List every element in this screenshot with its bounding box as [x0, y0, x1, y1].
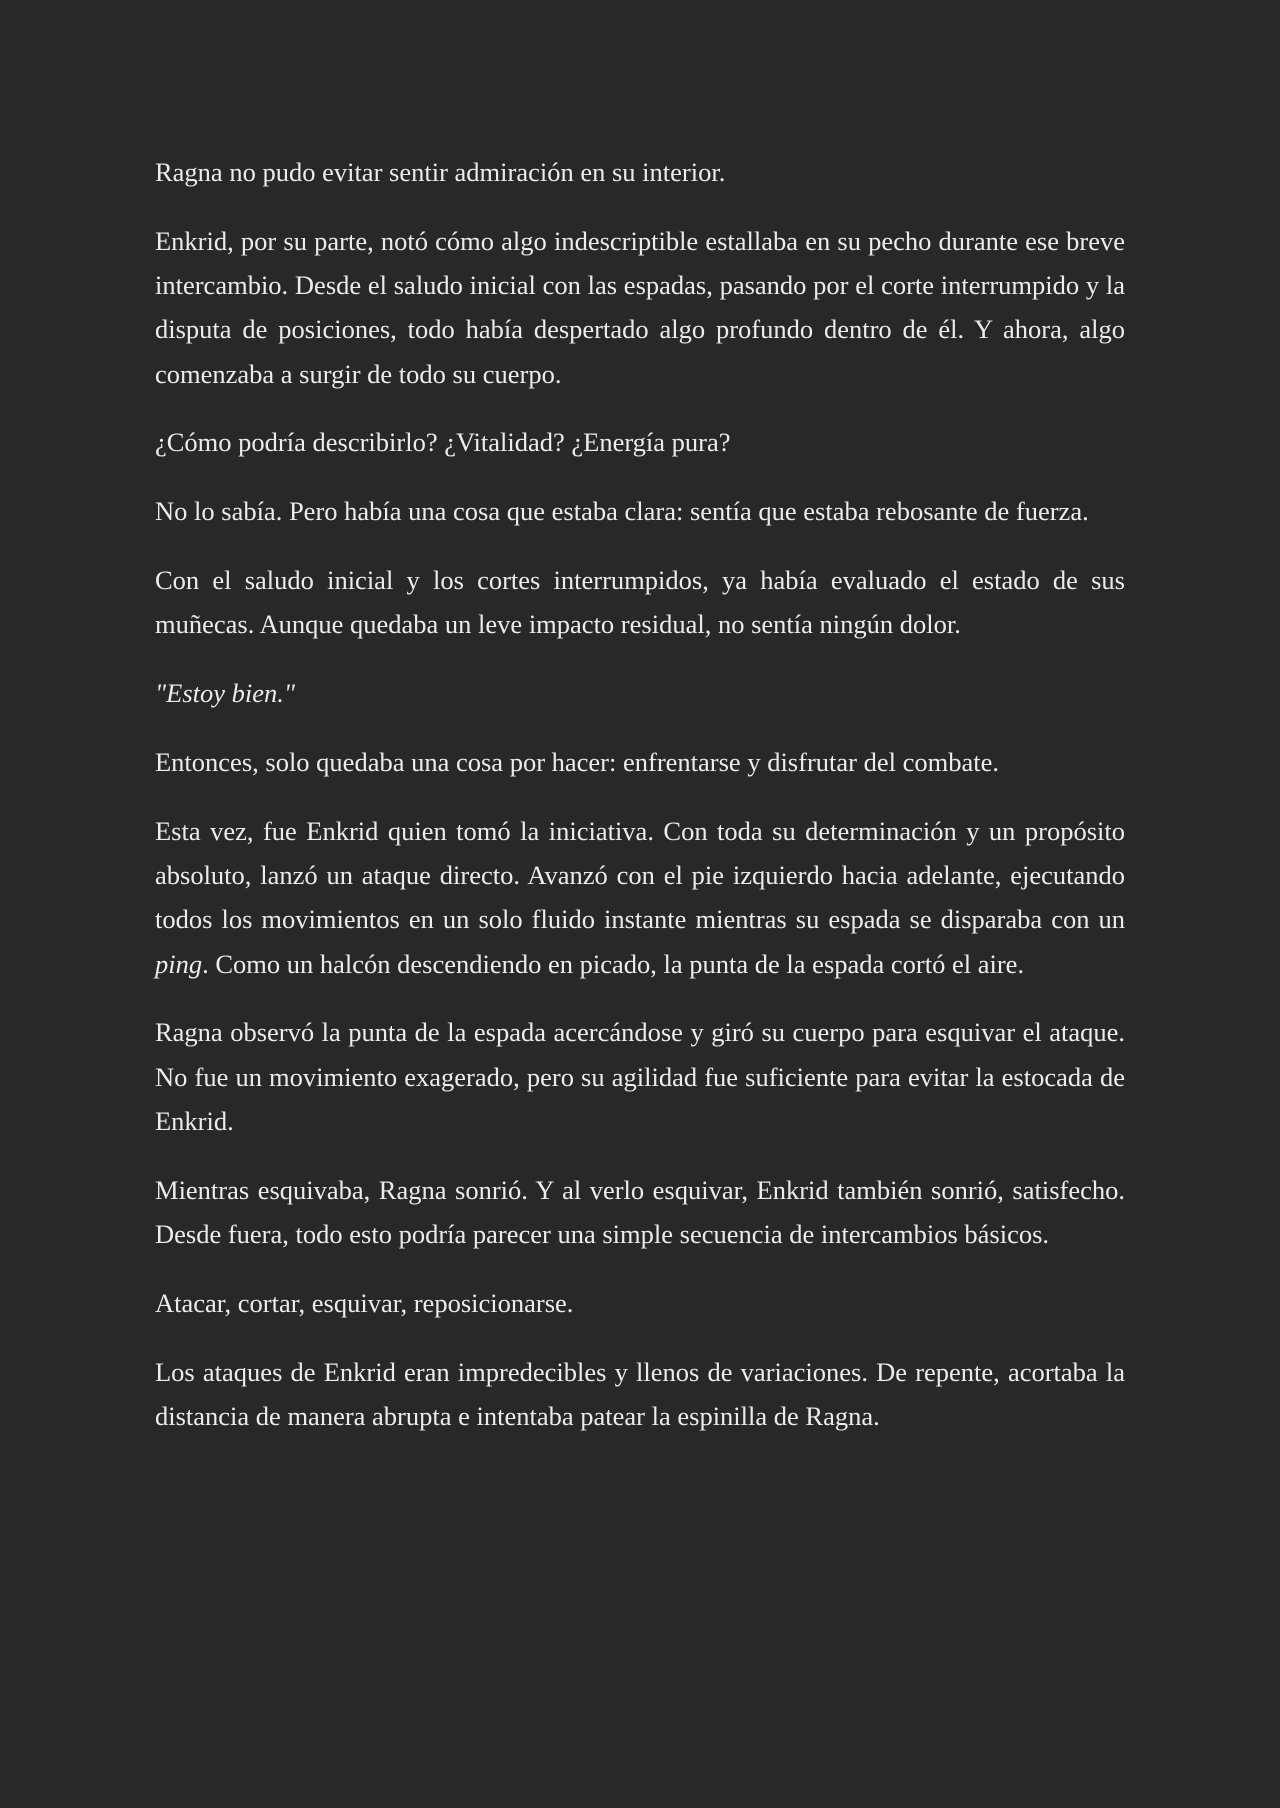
- text-run: Mientras esquivaba, Ragna sonrió. Y al verlo esquivar, Enkrid también sonrió, satisfecho. Desde fuera, todo esto podría parecer una simple secuencia de intercambios básicos.: [155, 1174, 1125, 1250]
- text-run: Ragna observó la punta de la espada acercándose y giró su cuerpo para esquivar el ataque. No fue un movimiento exagerado, pero su agilidad fue suficiente para evitar la estocada de Enkrid.: [155, 1017, 1125, 1137]
- text-run: Atacar, cortar, esquivar, reposicionarse.: [155, 1287, 574, 1318]
- italic-text-run: "Estoy bien.": [155, 678, 296, 709]
- paragraph: [155, 671, 1125, 715]
- text-run: Los ataques de Enkrid eran impredecibles y llenos de variaciones. De repente, acortaba la distancia de manera abrupta e intentaba patear la espinilla de Ragna.: [155, 1356, 1125, 1432]
- text-run: Ragna no pudo evitar sentir admiración en su interior.: [155, 157, 726, 187]
- paragraph: [155, 1168, 1125, 1257]
- paragraph: [155, 809, 1125, 986]
- text-run: Esta vez, fue Enkrid quien tomó la iniciativa. Con toda su determinación y un propósito absoluto, lanzó un ataque directo. Avanzó con el pie izquierdo hacia adelante, ejecutando todos los movimientos en un solo fluido instante mientras su espada se disparaba con un: [155, 815, 1125, 935]
- paragraph: [155, 558, 1125, 647]
- paragraph: [155, 740, 1125, 784]
- paragraph: [155, 1010, 1125, 1143]
- paragraph: [155, 1281, 1125, 1325]
- paragraph: [155, 150, 1125, 194]
- text-run: Con el saludo inicial y los cortes interrumpidos, ya había evaluado el estado de sus muñecas. Aunque quedaba un leve impacto residual, no sentía ningún dolor.: [155, 565, 1125, 640]
- paragraph: [155, 1350, 1125, 1439]
- paragraph: [155, 420, 1125, 464]
- text-run: ¿Cómo podría describirlo? ¿Vitalidad? ¿Energía pura?: [155, 427, 731, 458]
- document-body: [155, 150, 1125, 1463]
- paragraph: [155, 219, 1125, 396]
- paragraph: [155, 489, 1125, 533]
- italic-text-run: ping: [155, 948, 203, 979]
- text-run: Entonces, solo quedaba una cosa por hacer: enfrentarse y disfrutar del combate.: [155, 746, 999, 777]
- text-run: . Como un halcón descendiendo en picado, la punta de la espada cortó el aire.: [202, 948, 1025, 979]
- text-run: No lo sabía. Pero había una cosa que estaba clara: sentía que estaba rebosante de fuerza.: [155, 496, 1089, 527]
- text-run: Enkrid, por su parte, notó cómo algo indescriptible estallaba en su pecho durante ese breve intercambio. Desde el saludo inicial con las espadas, pasando por el corte interrumpido y la disputa de posiciones, todo había despertado algo profundo dentro de él. Y ahora, algo comenzaba a surgir de todo su cuerpo.: [155, 225, 1125, 389]
